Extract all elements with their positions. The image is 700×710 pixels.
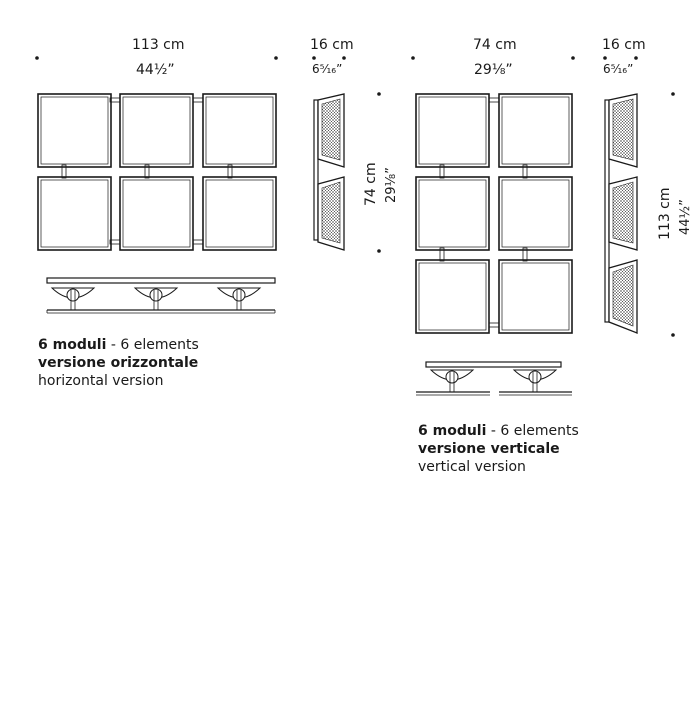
vertical-side-view [605, 94, 637, 333]
vertical-front-view [416, 94, 572, 333]
horizontal-width-in: 44½” [136, 62, 175, 78]
vertical-caption-count-it: 6 moduli [418, 423, 487, 439]
horizontal-depth-in: 6⁵⁄₁₆” [312, 62, 343, 76]
horizontal-side-view [314, 94, 344, 250]
vertical-caption-count-en: - 6 elements [486, 423, 579, 439]
horizontal-top-view [47, 278, 275, 313]
horizontal-caption-version-en: horizontal version [38, 373, 164, 389]
vertical-height-in: 44½” [678, 199, 693, 235]
vertical-depth-cm: 16 cm [602, 37, 646, 53]
horizontal-front-view [38, 94, 276, 250]
vertical-width-cm: 74 cm [473, 37, 517, 53]
horizontal-height-in: 29⅛” [384, 167, 399, 203]
horizontal-caption-count-en: - 6 elements [106, 337, 199, 353]
vertical-caption [418, 422, 579, 476]
horizontal-caption-count-it: 6 moduli [38, 337, 107, 353]
horizontal-caption-version-it: versione orizzontale [38, 355, 199, 371]
horizontal-depth-cm: 16 cm [310, 37, 354, 53]
vertical-width-in: 29⅛” [474, 62, 513, 78]
vertical-depth-in: 6⁵⁄₁₆” [603, 62, 634, 76]
horizontal-caption [38, 336, 199, 390]
vertical-caption-version-it: versione verticale [418, 441, 560, 457]
vertical-caption-version-en: vertical version [418, 459, 526, 475]
vertical-height-cm: 113 cm [657, 187, 673, 240]
horizontal-width-cm: 113 cm [132, 37, 185, 53]
horizontal-height-cm: 74 cm [363, 162, 379, 206]
vertical-top-view [416, 362, 572, 395]
